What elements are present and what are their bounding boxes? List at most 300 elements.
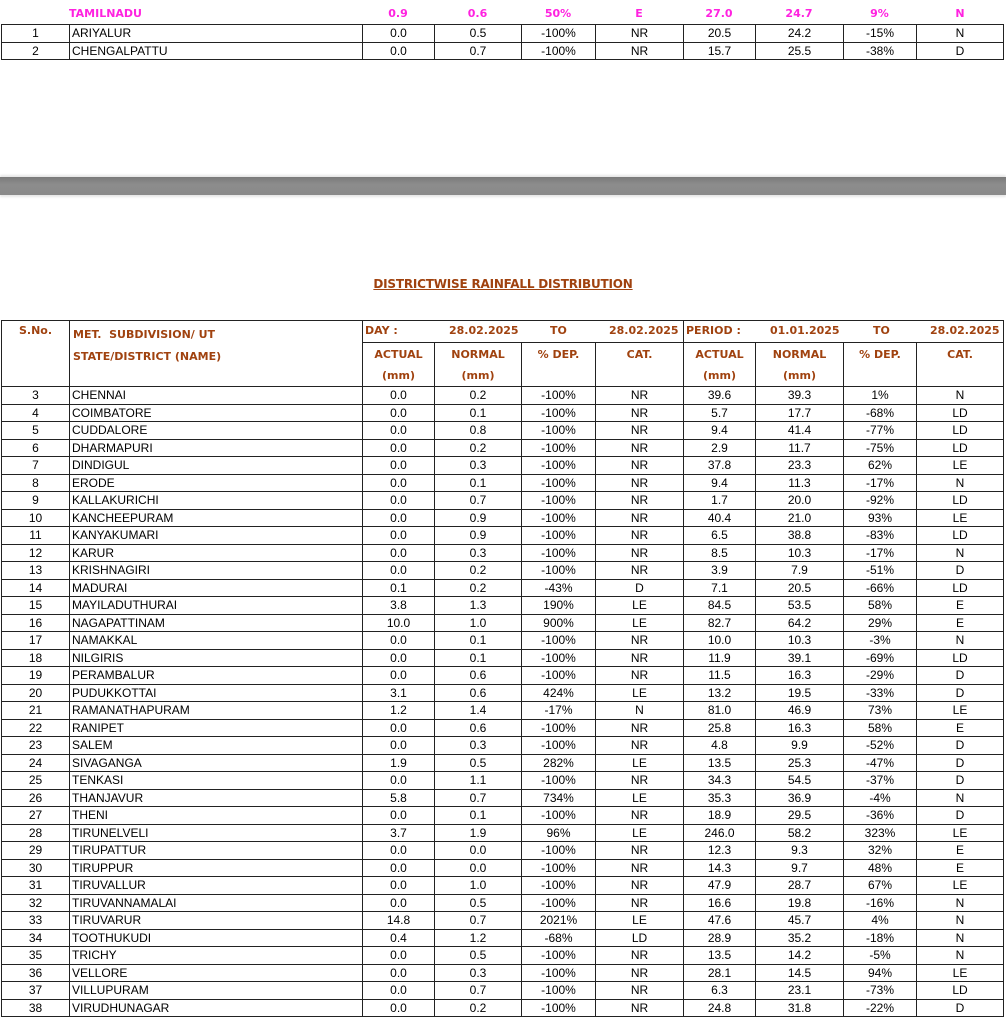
cell-period-cat: D (917, 684, 1004, 702)
table-row (2, 474, 1004, 492)
cell-period-normal: 45.7 (756, 912, 844, 930)
cell-period-actual: 6.3 (684, 982, 756, 1000)
cell-day-actual: 5.8 (363, 789, 435, 807)
cell-period-cat: LD (917, 422, 1004, 440)
cell-day-dep: -100% (522, 457, 596, 475)
state-period-cat: N (955, 7, 965, 20)
cell-district-name: ERODE (70, 474, 363, 492)
cell-period-dep: 58% (844, 719, 917, 737)
cell-period-actual: 11.9 (684, 649, 756, 667)
cell-sno: 20 (2, 684, 70, 702)
cell-period-normal: 19.5 (756, 684, 844, 702)
header-day-to-label: TO (550, 324, 567, 337)
cell-day-cat: NR (596, 439, 684, 457)
cell-period-dep: 48% (844, 859, 917, 877)
header-sno: S.No. (2, 321, 70, 387)
cell-period-actual: 39.6 (684, 387, 756, 405)
cell-day-normal: 0.8 (435, 422, 522, 440)
cell-period-cat: N (917, 474, 1004, 492)
cell-period-actual: 6.5 (684, 527, 756, 545)
cell-period-dep: -73% (844, 982, 917, 1000)
cell-sno: 2 (2, 42, 70, 60)
cell-period-actual: 24.8 (684, 999, 756, 1017)
cell-day-normal: 0.5 (435, 947, 522, 965)
cell-period-actual: 47.6 (684, 912, 756, 930)
cell-period-cat: LD (917, 982, 1004, 1000)
cell-day-cat: NR (596, 842, 684, 860)
table-row (2, 929, 1004, 947)
cell-period-normal: 10.3 (756, 632, 844, 650)
cell-day-normal: 0.6 (435, 684, 522, 702)
cell-day-normal: 0.5 (435, 894, 522, 912)
cell-day-dep: -100% (522, 25, 596, 43)
table-row (2, 999, 1004, 1017)
cell-district-name: RANIPET (70, 719, 363, 737)
cell-day-actual: 10.0 (363, 614, 435, 632)
cell-day-normal: 0.7 (435, 492, 522, 510)
cell-period-dep: 73% (844, 702, 917, 720)
table-row (2, 737, 1004, 755)
cell-period-actual: 28.9 (684, 929, 756, 947)
cell-period-actual: 9.4 (684, 474, 756, 492)
cell-day-normal: 1.9 (435, 824, 522, 842)
cell-day-actual: 0.0 (363, 964, 435, 982)
cell-period-actual: 37.8 (684, 457, 756, 475)
cell-period-actual: 84.5 (684, 597, 756, 615)
cell-period-normal: 39.1 (756, 649, 844, 667)
cell-sno: 22 (2, 719, 70, 737)
cell-day-cat: NR (596, 457, 684, 475)
cell-day-dep: -100% (522, 422, 596, 440)
state-day-cat: E (635, 7, 643, 20)
header-name-line2: STATE/DISTRICT (NAME) (73, 350, 222, 363)
header-day-from: 28.02.2025 (449, 324, 519, 337)
cell-day-dep: -100% (522, 894, 596, 912)
cell-period-dep: 32% (844, 842, 917, 860)
cell-sno: 14 (2, 579, 70, 597)
cell-period-actual: 28.1 (684, 964, 756, 982)
cell-period-normal: 24.2 (756, 25, 844, 43)
cell-district-name: RAMANATHAPURAM (70, 702, 363, 720)
cell-sno: 18 (2, 649, 70, 667)
cell-day-actual: 1.2 (363, 702, 435, 720)
cell-day-actual: 0.0 (363, 772, 435, 790)
cell-period-cat: LD (917, 439, 1004, 457)
cell-district-name: MAYILADUTHURAI (70, 597, 363, 615)
cell-day-normal: 0.1 (435, 474, 522, 492)
cell-district-name: KANYAKUMARI (70, 527, 363, 545)
cell-day-normal: 1.0 (435, 614, 522, 632)
table-row (2, 964, 1004, 982)
cell-district-name: DINDIGUL (70, 457, 363, 475)
cell-sno: 11 (2, 527, 70, 545)
cell-day-normal: 0.2 (435, 387, 522, 405)
cell-period-actual: 13.5 (684, 754, 756, 772)
cell-day-dep: -100% (522, 772, 596, 790)
cell-period-actual: 81.0 (684, 702, 756, 720)
cell-period-normal: 16.3 (756, 667, 844, 685)
cell-day-actual: 0.1 (363, 579, 435, 597)
cell-district-name: CHENNAI (70, 387, 363, 405)
cell-day-normal: 1.1 (435, 772, 522, 790)
cell-period-dep: -37% (844, 772, 917, 790)
cell-sno: 26 (2, 789, 70, 807)
cell-day-dep: -100% (522, 42, 596, 60)
cell-day-actual: 0.0 (363, 562, 435, 580)
cell-sno: 1 (2, 25, 70, 43)
cell-day-dep: -100% (522, 527, 596, 545)
cell-day-actual: 0.0 (363, 387, 435, 405)
cell-period-dep: 62% (844, 457, 917, 475)
cell-period-cat: LE (917, 509, 1004, 527)
cell-district-name: TIRUVARUR (70, 912, 363, 930)
cell-period-dep: -18% (844, 929, 917, 947)
cell-district-name: KANCHEEPURAM (70, 509, 363, 527)
cell-day-normal: 0.5 (435, 754, 522, 772)
cell-day-cat: NR (596, 999, 684, 1017)
cell-period-dep: 58% (844, 597, 917, 615)
cell-period-normal: 17.7 (756, 404, 844, 422)
cell-period-cat: E (917, 597, 1004, 615)
header-period-normal: NORMAL (756, 343, 844, 366)
cell-day-normal: 0.7 (435, 912, 522, 930)
cell-sno: 15 (2, 597, 70, 615)
cell-period-actual: 13.5 (684, 947, 756, 965)
cell-period-normal: 11.3 (756, 474, 844, 492)
cell-period-cat: E (917, 614, 1004, 632)
cell-day-dep: -100% (522, 632, 596, 650)
cell-period-normal: 9.3 (756, 842, 844, 860)
cell-day-dep: 190% (522, 597, 596, 615)
cell-day-cat: NR (596, 527, 684, 545)
cell-period-normal: 23.1 (756, 982, 844, 1000)
cell-period-dep: -22% (844, 999, 917, 1017)
table-row (2, 439, 1004, 457)
cell-period-normal: 54.5 (756, 772, 844, 790)
cell-period-normal: 9.7 (756, 859, 844, 877)
cell-period-dep: -69% (844, 649, 917, 667)
cell-day-cat: NR (596, 544, 684, 562)
cell-day-actual: 0.0 (363, 894, 435, 912)
cell-day-normal: 1.0 (435, 877, 522, 895)
cell-day-dep: -100% (522, 719, 596, 737)
cell-district-name: TIRUPATTUR (70, 842, 363, 860)
cell-day-normal: 0.3 (435, 457, 522, 475)
cell-day-cat: NR (596, 509, 684, 527)
cell-day-actual: 0.0 (363, 509, 435, 527)
state-name: TAMILNADU (69, 7, 142, 20)
cell-period-dep: 323% (844, 824, 917, 842)
cell-day-dep: -100% (522, 544, 596, 562)
cell-sno: 28 (2, 824, 70, 842)
cell-district-name: CUDDALORE (70, 422, 363, 440)
cell-day-dep: -100% (522, 474, 596, 492)
cell-period-actual: 82.7 (684, 614, 756, 632)
table-row (2, 509, 1004, 527)
cell-day-normal: 0.3 (435, 737, 522, 755)
cell-day-cat: NR (596, 474, 684, 492)
table-row (2, 877, 1004, 895)
cell-day-cat: NR (596, 404, 684, 422)
cell-district-name: KARUR (70, 544, 363, 562)
cell-sno: 37 (2, 982, 70, 1000)
cell-day-actual: 0.0 (363, 859, 435, 877)
cell-period-actual: 14.3 (684, 859, 756, 877)
cell-period-cat: N (917, 947, 1004, 965)
cell-district-name: TENKASI (70, 772, 363, 790)
cell-sno: 32 (2, 894, 70, 912)
cell-period-dep: -33% (844, 684, 917, 702)
cell-period-dep: -29% (844, 667, 917, 685)
cell-period-dep: 4% (844, 912, 917, 930)
cell-day-normal: 0.0 (435, 842, 522, 860)
cell-day-cat: NR (596, 562, 684, 580)
cell-sno: 19 (2, 667, 70, 685)
cell-period-cat: D (917, 772, 1004, 790)
cell-day-dep: 96% (522, 824, 596, 842)
cell-period-normal: 58.2 (756, 824, 844, 842)
table-title: DISTRICTWISE RAINFALL DISTRIBUTION (373, 277, 633, 291)
table-row (2, 824, 1004, 842)
cell-day-dep: -100% (522, 509, 596, 527)
cell-period-normal: 19.8 (756, 894, 844, 912)
cell-day-cat: NR (596, 894, 684, 912)
cell-day-normal: 0.7 (435, 789, 522, 807)
page-separator (0, 177, 1006, 195)
cell-day-dep: -17% (522, 702, 596, 720)
cell-day-cat: NR (596, 772, 684, 790)
table-row (2, 947, 1004, 965)
table-row (2, 614, 1004, 632)
cell-period-normal: 20.0 (756, 492, 844, 510)
cell-day-actual: 14.8 (363, 912, 435, 930)
header-period-dep-blank (844, 365, 917, 387)
cell-period-actual: 7.1 (684, 579, 756, 597)
cell-period-cat: LD (917, 492, 1004, 510)
cell-period-normal: 14.5 (756, 964, 844, 982)
cell-period-actual: 34.3 (684, 772, 756, 790)
cell-period-normal: 31.8 (756, 999, 844, 1017)
cell-day-dep: -100% (522, 387, 596, 405)
cell-day-actual: 0.0 (363, 492, 435, 510)
cell-period-dep: -51% (844, 562, 917, 580)
cell-day-dep: -100% (522, 859, 596, 877)
cell-district-name: NAMAKKAL (70, 632, 363, 650)
header-period-normal-unit: (mm) (756, 365, 844, 387)
cell-day-cat: N (596, 702, 684, 720)
state-day-actual: 0.9 (388, 7, 408, 20)
cell-period-normal: 25.3 (756, 754, 844, 772)
table-row (2, 719, 1004, 737)
cell-period-dep: -47% (844, 754, 917, 772)
cell-period-normal: 9.9 (756, 737, 844, 755)
header-period-to-label: TO (873, 324, 890, 337)
table-row (2, 894, 1004, 912)
cell-period-normal: 38.8 (756, 527, 844, 545)
cell-day-dep: -100% (522, 877, 596, 895)
cell-sno: 34 (2, 929, 70, 947)
cell-period-cat: N (917, 929, 1004, 947)
table-row (2, 807, 1004, 825)
cell-period-cat: LE (917, 824, 1004, 842)
cell-period-dep: -17% (844, 474, 917, 492)
cell-day-dep: -100% (522, 947, 596, 965)
cell-day-dep: 900% (522, 614, 596, 632)
header-period-label: PERIOD : (686, 324, 741, 337)
cell-sno: 36 (2, 964, 70, 982)
header-day-range (363, 321, 684, 343)
cell-district-name: VILLUPURAM (70, 982, 363, 1000)
header-day-actual-unit: (mm) (363, 365, 435, 387)
cell-day-cat: LD (596, 929, 684, 947)
cell-day-dep: -68% (522, 929, 596, 947)
cell-period-normal: 39.3 (756, 387, 844, 405)
cell-sno: 29 (2, 842, 70, 860)
cell-day-actual: 0.0 (363, 404, 435, 422)
cell-sno: 6 (2, 439, 70, 457)
cell-period-dep: 94% (844, 964, 917, 982)
cell-sno: 13 (2, 562, 70, 580)
table-row (2, 457, 1004, 475)
state-period-normal: 24.7 (785, 7, 813, 20)
cell-day-normal: 1.2 (435, 929, 522, 947)
cell-period-actual: 16.6 (684, 894, 756, 912)
cell-period-dep: -52% (844, 737, 917, 755)
table-row (2, 25, 1004, 43)
cell-day-dep: 282% (522, 754, 596, 772)
cell-period-dep: -15% (844, 25, 917, 43)
cell-district-name: COIMBATORE (70, 404, 363, 422)
cell-period-cat: LE (917, 457, 1004, 475)
cell-day-actual: 0.0 (363, 474, 435, 492)
cell-period-normal: 23.3 (756, 457, 844, 475)
cell-period-normal: 21.0 (756, 509, 844, 527)
table-row (2, 597, 1004, 615)
cell-day-normal: 1.3 (435, 597, 522, 615)
state-period-actual: 27.0 (705, 7, 733, 20)
cell-period-dep: -3% (844, 632, 917, 650)
header-day-dep: % DEP. (522, 343, 596, 366)
cell-period-actual: 1.7 (684, 492, 756, 510)
cell-district-name: PERAMBALUR (70, 667, 363, 685)
cell-period-cat: D (917, 754, 1004, 772)
cell-day-cat: NR (596, 737, 684, 755)
cell-sno: 30 (2, 859, 70, 877)
cell-period-cat: N (917, 789, 1004, 807)
cell-period-dep: 29% (844, 614, 917, 632)
cell-day-actual: 0.0 (363, 25, 435, 43)
cell-day-cat: LE (596, 614, 684, 632)
cell-period-actual: 4.8 (684, 737, 756, 755)
cell-day-normal: 0.7 (435, 42, 522, 60)
cell-period-actual: 25.8 (684, 719, 756, 737)
cell-sno: 38 (2, 999, 70, 1017)
cell-day-cat: NR (596, 25, 684, 43)
cell-sno: 35 (2, 947, 70, 965)
cell-period-normal: 53.5 (756, 597, 844, 615)
table-row (2, 404, 1004, 422)
cell-period-actual: 12.3 (684, 842, 756, 860)
cell-district-name: KRISHNAGIRI (70, 562, 363, 580)
cell-period-cat: LD (917, 404, 1004, 422)
table-row (2, 387, 1004, 405)
cell-day-normal: 1.4 (435, 702, 522, 720)
cell-day-cat: NR (596, 667, 684, 685)
header-day-to: 28.02.2025 (609, 324, 679, 337)
cell-period-normal: 46.9 (756, 702, 844, 720)
cell-district-name: TIRUVANNAMALAI (70, 894, 363, 912)
cell-period-cat: E (917, 842, 1004, 860)
table-row (2, 667, 1004, 685)
cell-period-normal: 7.9 (756, 562, 844, 580)
cell-day-dep: -100% (522, 982, 596, 1000)
cell-period-normal: 11.7 (756, 439, 844, 457)
cell-period-normal: 28.7 (756, 877, 844, 895)
header-period-range (684, 321, 1004, 343)
cell-day-actual: 1.9 (363, 754, 435, 772)
cell-sno: 23 (2, 737, 70, 755)
cell-day-normal: 0.1 (435, 632, 522, 650)
cell-period-cat: LD (917, 649, 1004, 667)
cell-period-actual: 5.7 (684, 404, 756, 422)
cell-day-dep: -100% (522, 439, 596, 457)
table-row (2, 562, 1004, 580)
cell-district-name: THANJAVUR (70, 789, 363, 807)
cell-sno: 21 (2, 702, 70, 720)
cell-district-name: NILGIRIS (70, 649, 363, 667)
cell-period-normal: 29.5 (756, 807, 844, 825)
header-day-normal: NORMAL (435, 343, 522, 366)
table-row (2, 754, 1004, 772)
cell-period-actual: 8.5 (684, 544, 756, 562)
cell-day-actual: 0.0 (363, 719, 435, 737)
cell-district-name: ARIYALUR (70, 25, 363, 43)
cell-district-name: CHENGALPATTU (70, 42, 363, 60)
cell-period-dep: -75% (844, 439, 917, 457)
cell-day-cat: D (596, 579, 684, 597)
cell-period-cat: N (917, 632, 1004, 650)
cell-day-actual: 0.0 (363, 422, 435, 440)
cell-period-dep: 1% (844, 387, 917, 405)
table-row (2, 789, 1004, 807)
cell-sno: 31 (2, 877, 70, 895)
cell-day-dep: -100% (522, 737, 596, 755)
cell-day-normal: 0.3 (435, 544, 522, 562)
header-period-cat: CAT. (917, 343, 1004, 366)
cell-period-cat: LE (917, 702, 1004, 720)
cell-day-normal: 0.9 (435, 527, 522, 545)
cell-day-dep: 2021% (522, 912, 596, 930)
cell-day-dep: -100% (522, 404, 596, 422)
cell-day-dep: -43% (522, 579, 596, 597)
header-day-normal-unit: (mm) (435, 365, 522, 387)
header-period-dep: % DEP. (844, 343, 917, 366)
cell-period-normal: 10.3 (756, 544, 844, 562)
cell-period-dep: -17% (844, 544, 917, 562)
cell-day-dep: -100% (522, 964, 596, 982)
header-day-label: DAY : (365, 324, 398, 337)
cell-sno: 17 (2, 632, 70, 650)
cell-day-dep: 734% (522, 789, 596, 807)
table-row (2, 684, 1004, 702)
cell-day-actual: 3.7 (363, 824, 435, 842)
cell-day-cat: NR (596, 492, 684, 510)
table-row (2, 492, 1004, 510)
cell-day-cat: NR (596, 964, 684, 982)
table-row (2, 579, 1004, 597)
cell-sno: 25 (2, 772, 70, 790)
cell-day-dep: -100% (522, 999, 596, 1017)
